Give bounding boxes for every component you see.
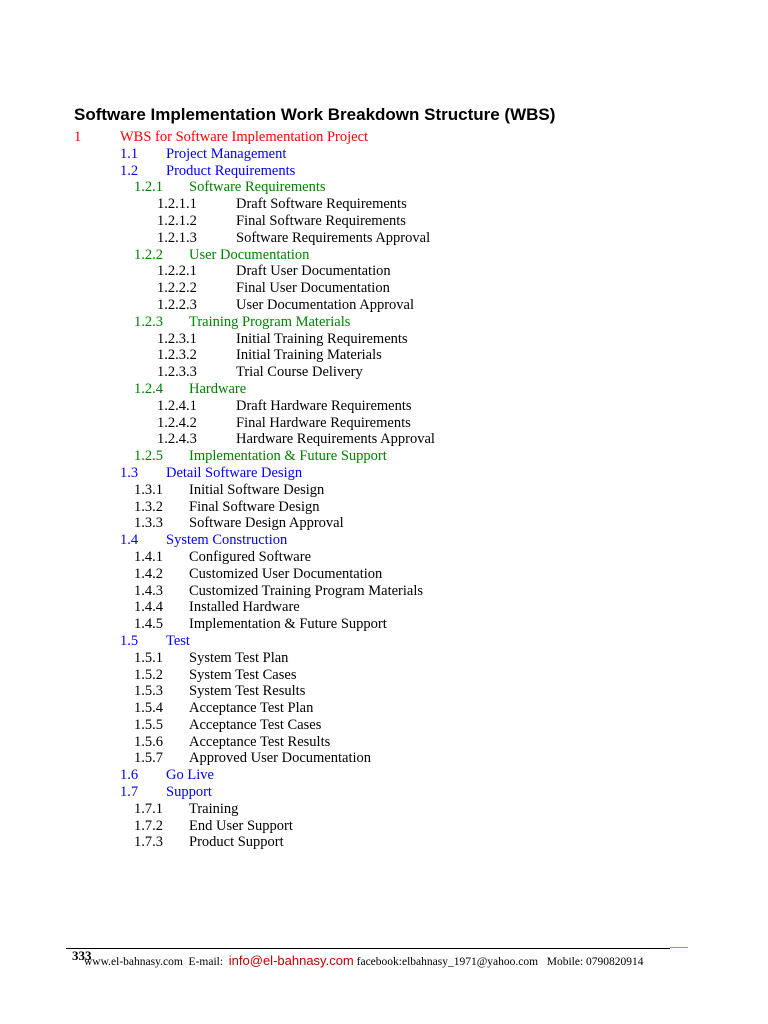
wbs-item xyxy=(0,683,768,700)
wbs-item-number: 1.7 xyxy=(120,784,139,801)
wbs-item-number: 1.1 xyxy=(120,145,139,162)
wbs-item-number: 1.2 xyxy=(120,162,139,179)
wbs-item-number: 1.5.4 xyxy=(134,700,163,717)
wbs-item-number: 1.2.4.1 xyxy=(157,397,197,414)
wbs-item xyxy=(0,247,768,264)
footer-rule xyxy=(66,948,670,949)
wbs-item-label: Project Management xyxy=(166,145,287,162)
wbs-item-label: System Test Cases xyxy=(189,666,297,683)
wbs-item xyxy=(0,750,768,767)
wbs-item-number: 1.4.5 xyxy=(134,616,163,633)
wbs-item-number: 1.5.5 xyxy=(134,716,163,733)
wbs-item-label: Configured Software xyxy=(189,548,312,565)
wbs-item xyxy=(0,230,768,247)
wbs-item-label: Detail Software Design xyxy=(166,464,303,481)
wbs-item-label: Final Hardware Requirements xyxy=(236,414,411,431)
wbs-item xyxy=(0,415,768,432)
wbs-item-label: Test xyxy=(166,632,190,649)
wbs-item xyxy=(0,163,768,180)
footer-email-link[interactable]: info@el-bahnasy.com xyxy=(228,953,354,968)
wbs-item-number: 1.4.3 xyxy=(134,582,163,599)
wbs-item xyxy=(0,583,768,600)
wbs-item xyxy=(0,213,768,230)
wbs-item xyxy=(0,331,768,348)
wbs-item xyxy=(0,448,768,465)
wbs-item-label: WBS for Software Implementation Project xyxy=(120,129,369,145)
wbs-item-label: End User Support xyxy=(189,817,293,834)
wbs-item-number: 1.4.4 xyxy=(134,599,163,616)
wbs-item xyxy=(0,314,768,331)
wbs-item-label: Implementation & Future Support xyxy=(189,448,387,465)
wbs-item-label: Initial Training Materials xyxy=(236,347,382,364)
wbs-item xyxy=(0,381,768,398)
wbs-item xyxy=(0,532,768,549)
wbs-item xyxy=(0,801,768,818)
wbs-item-number: 1.7.1 xyxy=(134,800,163,817)
wbs-item-number: 1.2.3.2 xyxy=(157,347,197,364)
wbs-item-label: Final Software Requirements xyxy=(236,212,406,229)
wbs-item xyxy=(0,566,768,583)
wbs-item-label: Draft Software Requirements xyxy=(236,196,407,213)
wbs-item-number: 1.2.3.3 xyxy=(157,364,197,381)
wbs-item-label: User Documentation xyxy=(189,246,310,263)
wbs-item-number: 1.5 xyxy=(120,632,139,649)
wbs-item-label: Hardware xyxy=(189,380,247,397)
wbs-item-number: 1 xyxy=(74,129,82,145)
wbs-item-number: 1.3 xyxy=(120,464,139,481)
wbs-item xyxy=(0,700,768,717)
wbs-item-label: Software Design Approval xyxy=(189,515,344,532)
wbs-item xyxy=(0,146,768,163)
wbs-item xyxy=(0,650,768,667)
wbs-item-number: 1.6 xyxy=(120,767,139,784)
wbs-item xyxy=(0,767,768,784)
wbs-item-number: 1.2.1 xyxy=(134,179,163,196)
wbs-item-number: 1.5.6 xyxy=(134,733,163,750)
wbs-item-label: System Construction xyxy=(166,532,288,549)
wbs-item xyxy=(0,717,768,734)
wbs-item-label: Initial Software Design xyxy=(189,481,325,498)
wbs-item xyxy=(0,667,768,684)
wbs-item xyxy=(0,263,768,280)
wbs-item-label: Product Requirements xyxy=(166,162,296,179)
wbs-item-number: 1.3.3 xyxy=(134,515,163,532)
wbs-item-number: 1.3.1 xyxy=(134,481,163,498)
wbs-item-number: 1.7.2 xyxy=(134,817,163,834)
wbs-item xyxy=(0,633,768,650)
wbs-item-label: Draft Hardware Requirements xyxy=(236,397,412,414)
wbs-item xyxy=(0,515,768,532)
wbs-item xyxy=(0,280,768,297)
footer-email-label: E-mail: xyxy=(188,956,224,968)
wbs-item-label: Final Software Design xyxy=(189,498,320,515)
document-title: Software Implementation Work Breakdown Structure (WBS) xyxy=(74,105,556,124)
wbs-item xyxy=(0,734,768,751)
wbs-item-label: Support xyxy=(166,784,212,801)
wbs-item xyxy=(0,834,768,851)
wbs-item-number: 1.2.5 xyxy=(134,448,163,465)
wbs-item-label: Product Support xyxy=(189,834,284,851)
wbs-item xyxy=(0,465,768,482)
wbs-item-label: Training Program Materials xyxy=(189,313,351,330)
wbs-item-number: 1.5.2 xyxy=(134,666,163,683)
wbs-item xyxy=(0,431,768,448)
wbs-item xyxy=(0,129,768,146)
wbs-item-number: 1.2.2.3 xyxy=(157,296,197,313)
wbs-item-number: 1.4.1 xyxy=(134,548,163,565)
wbs-item-label: Customized User Documentation xyxy=(189,565,383,582)
wbs-item-label: Customized Training Program Materials xyxy=(189,582,423,599)
wbs-item-number: 1.2.1.3 xyxy=(157,229,197,246)
wbs-item-label: Hardware Requirements Approval xyxy=(236,431,435,448)
wbs-item-number: 1.2.3 xyxy=(134,313,163,330)
wbs-item-number: 1.5.1 xyxy=(134,649,163,666)
wbs-item xyxy=(0,599,768,616)
wbs-item xyxy=(0,784,768,801)
wbs-item xyxy=(0,499,768,516)
wbs-item xyxy=(0,549,768,566)
wbs-item-label: Initial Training Requirements xyxy=(236,330,408,347)
wbs-item-number: 1.2.4.3 xyxy=(157,431,197,448)
wbs-item-number: 1.2.2 xyxy=(134,246,163,263)
wbs-item-label: Software Requirements Approval xyxy=(236,229,431,246)
wbs-item-label: Go Live xyxy=(166,767,214,784)
footer-accent-rule xyxy=(670,947,688,948)
footer-mobile: Mobile: 0790820914 xyxy=(546,956,644,968)
wbs-item xyxy=(0,179,768,196)
wbs-item xyxy=(0,196,768,213)
wbs-item-label: User Documentation Approval xyxy=(236,296,414,313)
wbs-item-label: Training xyxy=(189,800,239,817)
wbs-item-number: 1.2.1.1 xyxy=(157,196,197,213)
wbs-item-number: 1.5.3 xyxy=(134,683,163,700)
wbs-item xyxy=(0,616,768,633)
wbs-item-number: 1.3.2 xyxy=(134,498,163,515)
wbs-item xyxy=(0,347,768,364)
wbs-item-number: 1.2.2.1 xyxy=(157,263,197,280)
wbs-item-label: System Test Plan xyxy=(189,649,289,666)
wbs-item-label: Draft User Documentation xyxy=(236,263,391,280)
footer-contact xyxy=(84,953,644,970)
wbs-item-number: 1.5.7 xyxy=(134,750,163,767)
wbs-item-number: 1.4.2 xyxy=(134,565,163,582)
wbs-item xyxy=(0,482,768,499)
wbs-item-number: 1.2.2.2 xyxy=(157,280,197,297)
wbs-item-label: Trial Course Delivery xyxy=(236,364,363,381)
wbs-item xyxy=(0,297,768,314)
wbs-item-label: Acceptance Test Cases xyxy=(189,716,322,733)
page-number: 333 xyxy=(72,948,92,963)
wbs-item-label: Software Requirements xyxy=(189,179,326,196)
footer-facebook: facebook:elbahnasy_1971@yahoo.com xyxy=(356,956,539,968)
wbs-item-label: Installed Hardware xyxy=(189,599,300,616)
wbs-item-label: Approved User Documentation xyxy=(189,750,372,767)
wbs-item-label: Final User Documentation xyxy=(236,280,390,297)
wbs-item xyxy=(0,398,768,415)
wbs-list xyxy=(0,129,768,851)
wbs-item-number: 1.2.4 xyxy=(134,380,163,397)
wbs-item-number: 1.7.3 xyxy=(134,834,163,851)
wbs-item-number: 1.2.4.2 xyxy=(157,414,197,431)
footer-website: www.el-bahnasy.com xyxy=(84,956,183,968)
wbs-item-label: Implementation & Future Support xyxy=(189,616,387,633)
wbs-item-label: System Test Results xyxy=(189,683,306,700)
wbs-item-label: Acceptance Test Results xyxy=(189,733,331,750)
wbs-item-label: Acceptance Test Plan xyxy=(189,700,314,717)
wbs-item xyxy=(0,364,768,381)
wbs-item-number: 1.2.3.1 xyxy=(157,330,197,347)
wbs-item-number: 1.4 xyxy=(120,532,139,549)
wbs-item xyxy=(0,818,768,835)
wbs-item-number: 1.2.1.2 xyxy=(157,212,197,229)
